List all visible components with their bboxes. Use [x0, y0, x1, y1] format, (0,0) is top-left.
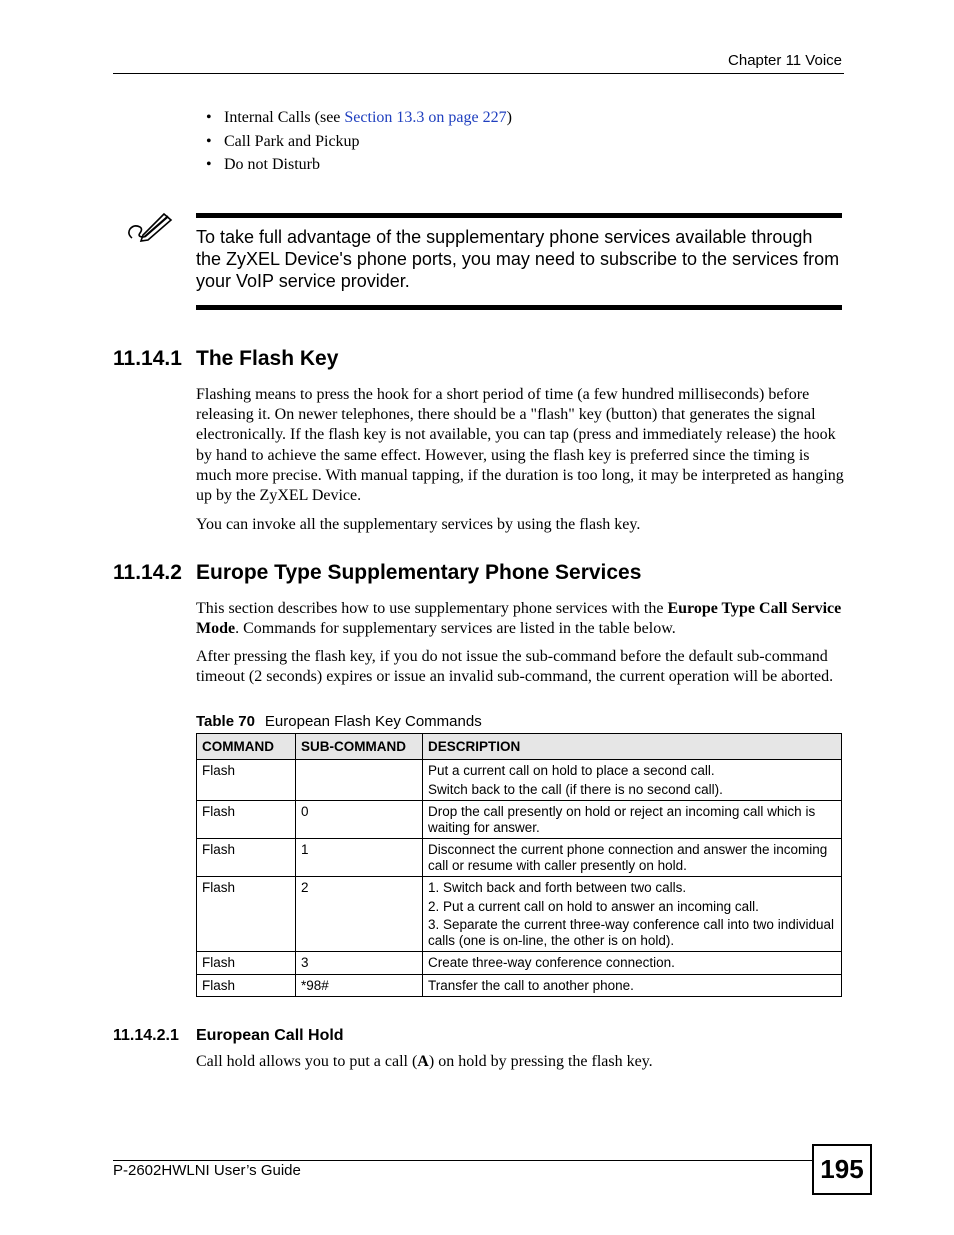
bold-term: Europe Type Call Service Mode [196, 600, 842, 638]
section-number: 11.14.2.1 [113, 1027, 179, 1044]
cell-subcommand: 0 [296, 801, 423, 839]
column-header-subcommand: SUB-COMMAND [296, 734, 423, 760]
cell-subcommand [296, 760, 423, 801]
section-number: 11.14.1 [113, 347, 182, 370]
paragraph-text: ) on hold by pressing the flash key. [428, 1053, 653, 1070]
section-heading [113, 561, 641, 585]
footer-guide-title: P-2602HWLNI User’s Guide [113, 1162, 301, 1179]
cell-command: Flash [197, 760, 296, 801]
list-item-text: ) [506, 109, 512, 126]
description-line: 2. Put a current call on hold to answer an incoming call. [428, 898, 759, 914]
cell-description [423, 877, 842, 952]
table-row [197, 760, 842, 801]
paragraph: You can invoke all the supplementary services by using the flash key. [196, 516, 641, 533]
cell-subcommand: 3 [296, 952, 423, 975]
list-item: • Call Park and Pickup [206, 130, 512, 154]
description-line: Create three-way conference connection. [428, 955, 675, 970]
chapter-header: Chapter 11 Voice [728, 52, 842, 69]
table-caption-title: European Flash Key Commands [264, 713, 482, 730]
description-line: 1. Switch back and forth between two calls. [428, 880, 687, 895]
table-row [197, 974, 842, 997]
list-item-text: Internal Calls (see [224, 109, 345, 126]
feature-list [206, 106, 512, 177]
cell-description [423, 839, 842, 877]
section-title: European Call Hold [196, 1027, 344, 1044]
paragraph [196, 1052, 844, 1072]
bold-term: A [417, 1053, 429, 1070]
page-number: 195 [812, 1144, 872, 1195]
cell-description [423, 801, 842, 839]
subsection-heading [113, 1027, 344, 1045]
paragraph: After pressing the flash key, if you do not issue the sub-command before the default sub-command timeout (2 seconds) expires or issue an invalid sub-command, the current operation will be aborted. [196, 648, 834, 686]
cell-command: Flash [197, 952, 296, 975]
note-text: To take full advantage of the supplementary phone services available through the ZyXEL Device's phone ports, you may need to subscribe to the services from your VoIP service provider. [196, 227, 840, 291]
section-title: Europe Type Supplementary Phone Services [196, 561, 642, 584]
column-header-description: DESCRIPTION [423, 734, 842, 760]
table-header-row [197, 734, 842, 760]
table-row [197, 877, 842, 952]
description-line: Disconnect the current phone connection and answer the incoming call or resume with caller presently on hold. [428, 842, 828, 873]
cell-command: Flash [197, 839, 296, 877]
cell-command: Flash [197, 877, 296, 952]
paragraph-text: This section describes how to use supplementary phone services with the [196, 600, 668, 617]
cell-description [423, 952, 842, 975]
table-row [197, 952, 842, 975]
section-link[interactable]: Section 13.3 on page 227 [344, 109, 507, 126]
list-item: • Do not Disturb [206, 153, 512, 177]
note-bottom-bar [196, 305, 842, 310]
section-number: 11.14.2 [113, 561, 182, 584]
description-line: Transfer the call to another phone. [428, 977, 634, 993]
table-row [197, 801, 842, 839]
paragraph-text: Call hold allows you to put a call ( [196, 1053, 418, 1070]
paragraph [196, 599, 844, 639]
section-title: The Flash Key [196, 347, 339, 370]
note-top-bar [196, 213, 842, 218]
section-heading [113, 347, 338, 371]
flash-key-commands-table [196, 733, 842, 997]
list-item [206, 106, 512, 130]
cell-description [423, 974, 842, 997]
pen-note-icon [124, 210, 174, 246]
table-caption [196, 713, 482, 730]
footer-rule [113, 1160, 813, 1161]
description-line: 3. Separate the current three-way conference call into two individual calls (one is on-line, the other is on hold). [428, 917, 834, 948]
paragraph: Flashing means to press the hook for a short period of time (a few hundred milliseconds) before releasing it. On newer telephones, there should be a "flash" key (button) that generates the signal electronically. If the flash key is not available, you can tap (press and immediately release) the hook by hand to achieve the same effect. However, using the flash key is preferred since the timing is much more precise. With manual tapping, if the duration is too long, it may be interpreted as hanging up by the ZyXEL Device. [196, 386, 844, 505]
cell-description [423, 760, 842, 801]
description-line: Put a current call on hold to place a second call. [428, 763, 715, 778]
cell-command: Flash [197, 974, 296, 997]
paragraph-text: . Commands for supplementary services are listed in the table below. [235, 620, 676, 638]
header-rule [113, 73, 844, 74]
description-line: Drop the call presently on hold or reject an incoming call which is waiting for answer. [428, 804, 816, 835]
column-header-command: COMMAND [197, 734, 296, 760]
cell-subcommand: *98# [296, 974, 423, 997]
cell-subcommand: 1 [296, 839, 423, 877]
description-line: Switch back to the call (if there is no second call). [428, 781, 723, 797]
cell-subcommand: 2 [296, 877, 423, 952]
table-row [197, 839, 842, 877]
table-caption-label: Table 70 [196, 713, 255, 730]
cell-command: Flash [197, 801, 296, 839]
